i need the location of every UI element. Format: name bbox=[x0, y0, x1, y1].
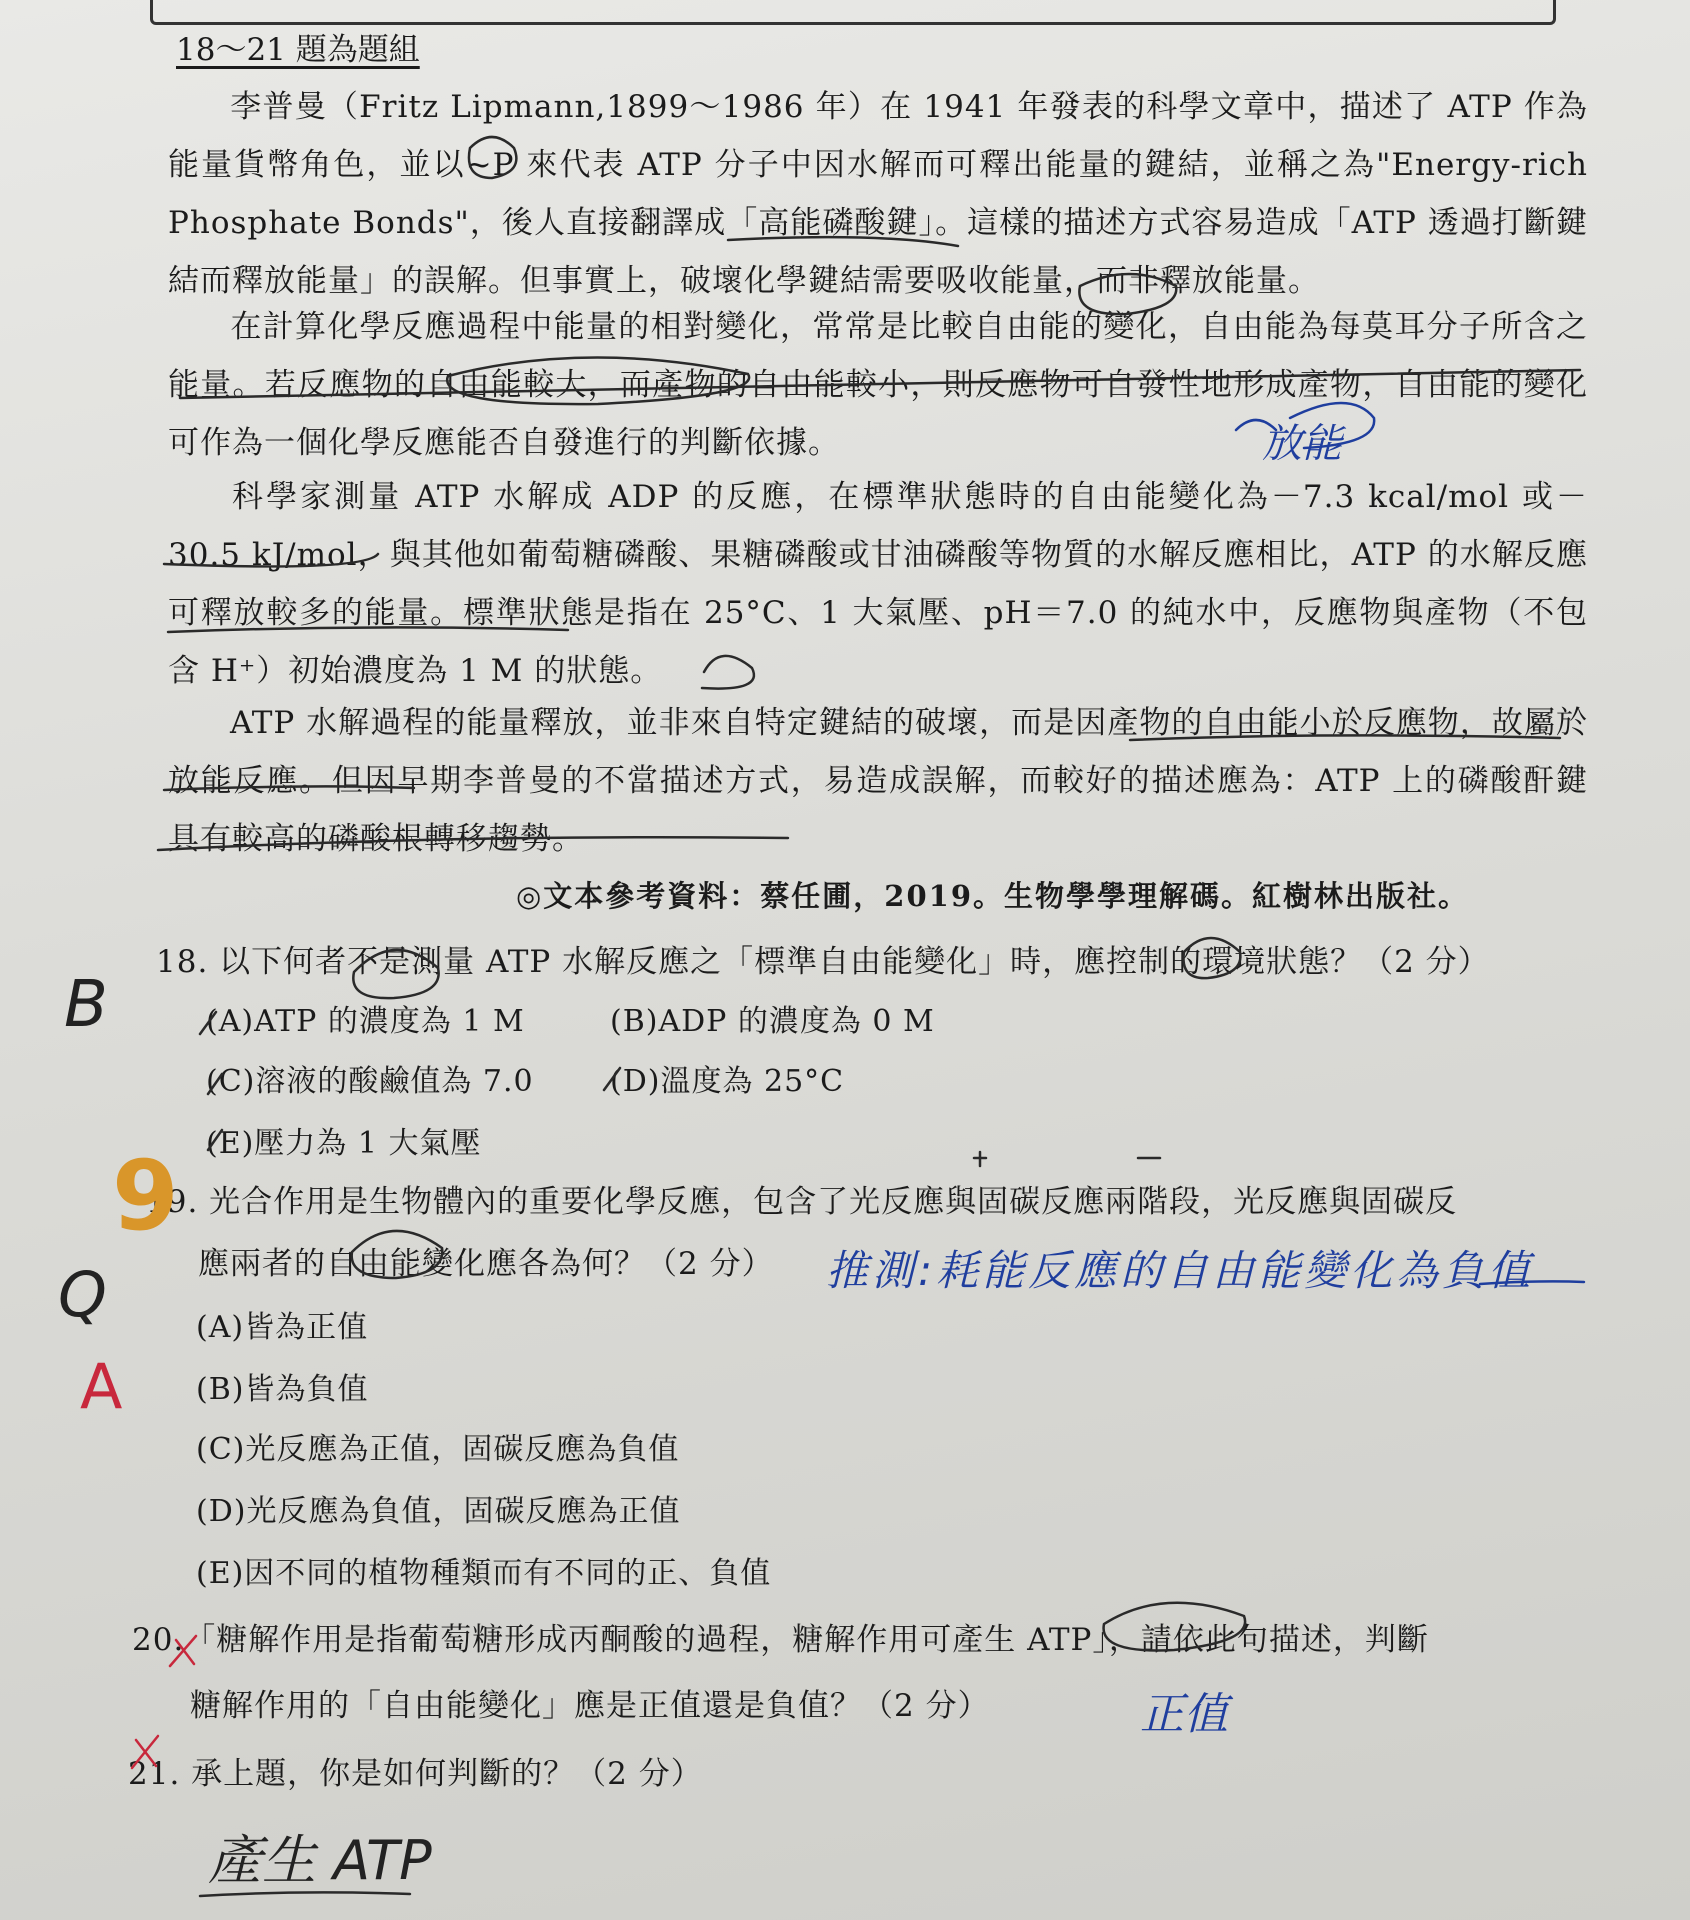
q19-stem-line2: 應兩者的自由能變化應各為何？（2 分） bbox=[198, 1246, 774, 1282]
q18-handwritten-answer: B bbox=[64, 968, 108, 1042]
q20-handwritten-answer: 正值 bbox=[1140, 1689, 1228, 1740]
q20-stem-line2: 糖解作用的「自由能變化」應是正值還是負值？（2 分） bbox=[190, 1688, 990, 1724]
q19-handwritten-answer: Q bbox=[58, 1258, 107, 1331]
red-cross-20-icon bbox=[170, 1636, 196, 1666]
circle-control-icon bbox=[1184, 938, 1241, 978]
underline-answer-icon bbox=[200, 1892, 410, 1896]
circle-p-icon bbox=[469, 137, 516, 178]
circle-free-energy-icon bbox=[352, 1231, 443, 1278]
underline-phosphate-icon bbox=[158, 837, 788, 850]
margin-note-release: 放能 bbox=[1262, 421, 1342, 467]
paragraph-3-text: 科學家測量 ATP 水解成 ADP 的反應，在標準狀態時的自由能變化為－7.3 kcal/mol 或－30.5 kJ/mol，與其他如葡萄糖磷酸、果糖磷酸或甘油磷酸等物質的水解反應相比，ATP 的水解反應可釋放較多的能量。標準狀態是指在 25°C、1 大氣壓、pH＝7.0 的純水中，反應物與產物（不包含 H⁺）初始濃度為 1 M 的狀態。 bbox=[168, 479, 1588, 689]
q19-option-e: (E)因不同的植物種類而有不同的正、負值 bbox=[196, 1556, 772, 1591]
q18-option-e: (E)壓力為 1 大氣壓 bbox=[206, 1126, 482, 1161]
q19-score-mark: 9 bbox=[112, 1140, 179, 1252]
underline-free-energy-icon bbox=[180, 370, 1580, 398]
underline-release-icon bbox=[168, 627, 568, 632]
group-heading: 18～21 題為題組 bbox=[176, 32, 420, 68]
q20-stem-line1: 20.「糖解作用是指葡萄糖形成丙酮酸的過程，糖解作用可產生 ATP」，請依此句描述，判斷 bbox=[132, 1622, 1429, 1658]
circle-absorb-icon bbox=[1079, 274, 1176, 314]
reference-line: ◎文本參考資料：蔡任圃，2019。生物學學理解碼。紅樹林出版社。 bbox=[516, 879, 1470, 913]
option-tick-icon bbox=[200, 1012, 620, 1150]
underline-high-energy-icon bbox=[728, 237, 958, 246]
blue-arrow-icon bbox=[1236, 420, 1276, 430]
q21-handwritten-answer: 產生 ATP bbox=[208, 1829, 432, 1892]
red-cross-21-icon bbox=[132, 1736, 158, 1768]
circle-1m-icon bbox=[702, 656, 754, 689]
q19-option-c: (C)光反應為正值，固碳反應為負值 bbox=[196, 1432, 680, 1467]
q19-correction: A bbox=[80, 1350, 123, 1423]
paragraph-1-text: 李普曼（Fritz Lipmann,1899～1986 年）在 1941 年發表的科學文章中，描述了 ATP 作為能量貨幣角色，並以~P 來代表 ATP 分子中因水解而可釋出能量的鍵結，並稱之為"Energy-rich Phosphate Bonds"，後人直接翻譯成「高能磷酸鍵」。這樣的描述方式容易造成「ATP 透過打斷鍵結而釋放能量」的誤解。但事實上，破壞化學鍵結需要吸收能量，而非釋放能量。 bbox=[168, 89, 1588, 299]
plus-sign-icon bbox=[974, 1152, 986, 1166]
q19-option-a: (A)皆為正值 bbox=[196, 1310, 369, 1345]
q21-stem: 21. 承上題，你是如何判斷的？（2 分） bbox=[128, 1756, 703, 1792]
q18-option-d: (D)溫度為 25°C bbox=[610, 1064, 845, 1099]
q19-handwritten-note: 推測:耗能反應的自由能變化為負值 bbox=[826, 1246, 1535, 1295]
paragraph-2-text: 在計算化學反應過程中能量的相對變化，常常是比較自由能的變化，自由能為每莫耳分子所含之能量。若反應物的自由能較大，而產物的自由能較小，則反應物可自發性地形成產物，自由能的變化可作為一個化學反應能否自發進行的判斷依據。 bbox=[168, 309, 1588, 461]
underline-product-icon bbox=[1130, 735, 1560, 740]
q19-option-d: (D)光反應為負值，固碳反應為正值 bbox=[196, 1494, 681, 1529]
q18-option-a: (A)ATP 的濃度為 1 M bbox=[206, 1004, 525, 1039]
paragraph-4-text: ATP 水解過程的能量釋放，並非來自特定鍵結的破壞，而是因產物的自由能小於反應物，故屬於放能反應。但因早期李普曼的不當描述方式，易造成誤解，而較好的描述應為：ATP 上的磷酸酐鍵具有較高的磷酸根轉移趨勢。 bbox=[168, 705, 1588, 857]
underline-exergonic-icon bbox=[164, 786, 414, 790]
q19-option-b: (B)皆為負值 bbox=[196, 1372, 369, 1407]
q19-stem-line1: 19. 光合作用是生物體內的重要化學反應，包含了光反應與固碳反應兩階段，光反應與固碳反 bbox=[146, 1184, 1458, 1220]
q18-option-b: (B)ADP 的濃度為 0 M bbox=[610, 1004, 935, 1039]
underline-value-icon bbox=[164, 554, 378, 566]
circle-produce-atp-icon bbox=[1104, 1603, 1246, 1651]
circle-reactant-icon bbox=[447, 357, 749, 404]
circle-note-icon bbox=[1290, 403, 1374, 448]
q18-option-c: (C)溶液的酸鹼值為 7.0 bbox=[206, 1064, 534, 1099]
q18-stem: 18. 以下何者不是測量 ATP 水解反應之「標準自由能變化」時，應控制的環境狀態？（2 分） bbox=[156, 944, 1490, 980]
underline-negative-icon bbox=[1480, 1281, 1584, 1284]
circle-not-icon bbox=[353, 950, 438, 998]
